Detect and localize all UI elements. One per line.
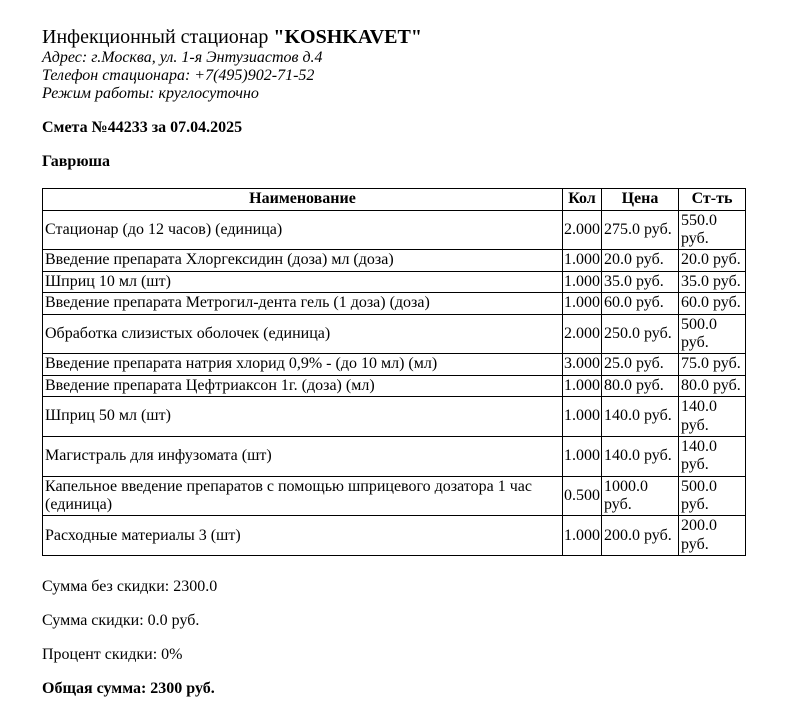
cost-cell: 550.0 руб. bbox=[679, 210, 746, 250]
clinic-hours: Режим работы: круглосуточно bbox=[42, 85, 259, 103]
qty-cell: 1.000 bbox=[563, 516, 602, 556]
cost-cell: 75.0 руб. bbox=[679, 354, 746, 375]
price-cell: 25.0 руб. bbox=[602, 354, 679, 375]
patient-name: Гаврюша bbox=[42, 153, 111, 171]
item-name-cell: Шприц 50 мл (шт) bbox=[43, 397, 563, 437]
table-row bbox=[43, 210, 746, 250]
clinic-contact-block bbox=[42, 49, 745, 103]
table-row bbox=[43, 516, 746, 556]
item-name-cell: Магистраль для инфузомата (шт) bbox=[43, 436, 563, 476]
cost-cell: 35.0 руб. bbox=[679, 271, 746, 292]
item-name-cell: Введение препарата натрия хлорид 0,9% - (до 10 мл) (мл) bbox=[43, 354, 563, 375]
table-row bbox=[43, 397, 746, 437]
item-name-cell: Капельное введение препаратов с помощью шприцевого дозатора 1 час (единица) bbox=[43, 476, 563, 516]
table-row bbox=[43, 354, 746, 375]
table-row bbox=[43, 375, 746, 396]
cost-cell: 500.0 руб. bbox=[679, 314, 746, 354]
qty-cell: 3.000 bbox=[563, 354, 602, 375]
cost-cell: 20.0 руб. bbox=[679, 250, 746, 271]
price-cell: 20.0 руб. bbox=[602, 250, 679, 271]
clinic-title bbox=[42, 26, 745, 49]
column-header-price: Цена bbox=[602, 189, 679, 210]
qty-cell: 1.000 bbox=[563, 271, 602, 292]
price-cell: 250.0 руб. bbox=[602, 314, 679, 354]
item-name-cell: Введение препарата Метрогил-дента гель (1 доза) (доза) bbox=[43, 293, 563, 314]
cost-cell: 140.0 руб. bbox=[679, 397, 746, 437]
column-header-qty: Кол bbox=[563, 189, 602, 210]
item-name-cell: Обработка слизистых оболочек (единица) bbox=[43, 314, 563, 354]
table-row bbox=[43, 293, 746, 314]
table-row bbox=[43, 271, 746, 292]
item-name-cell: Расходные материалы 3 (шт) bbox=[43, 516, 563, 556]
qty-cell: 2.000 bbox=[563, 210, 602, 250]
price-cell: 140.0 руб. bbox=[602, 397, 679, 437]
column-header-cost: Ст-ть bbox=[679, 189, 746, 210]
item-name-cell: Введение препарата Цефтриаксон 1г. (доза) (мл) bbox=[43, 375, 563, 396]
price-cell: 200.0 руб. bbox=[602, 516, 679, 556]
qty-cell: 1.000 bbox=[563, 293, 602, 314]
discount-percent-line: Процент скидки: 0% bbox=[42, 646, 183, 664]
qty-cell: 2.000 bbox=[563, 314, 602, 354]
items-table bbox=[42, 188, 746, 556]
price-cell: 60.0 руб. bbox=[602, 293, 679, 314]
qty-cell: 0.500 bbox=[563, 476, 602, 516]
qty-cell: 1.000 bbox=[563, 250, 602, 271]
item-name-cell: Шприц 10 мл (шт) bbox=[43, 271, 563, 292]
subtotal-line: Сумма без скидки: 2300.0 bbox=[42, 578, 218, 596]
discount-sum-line: Сумма скидки: 0.0 руб. bbox=[42, 612, 200, 630]
table-row bbox=[43, 436, 746, 476]
table-row bbox=[43, 250, 746, 271]
price-cell: 80.0 руб. bbox=[602, 375, 679, 396]
item-name-cell: Стационар (до 12 часов) (единица) bbox=[43, 210, 563, 250]
clinic-address: Адрес: г.Москва, ул. 1-я Энтузиастов д.4 bbox=[42, 49, 323, 66]
grand-total-line: Общая сумма: 2300 руб. bbox=[42, 680, 215, 698]
cost-cell: 500.0 руб. bbox=[679, 476, 746, 516]
clinic-title-prefix: Инфекционный стационар bbox=[42, 26, 274, 48]
table-header-row bbox=[43, 189, 746, 210]
cost-cell: 140.0 руб. bbox=[679, 436, 746, 476]
table-row bbox=[43, 314, 746, 354]
clinic-phone: Телефон стационара: +7(495)902-71-52 bbox=[42, 67, 315, 85]
clinic-brand-name: "KOSHKAVET" bbox=[273, 26, 422, 48]
item-name-cell: Введение препарата Хлоргексидин (доза) мл (доза) bbox=[43, 250, 563, 271]
cost-cell: 200.0 руб. bbox=[679, 516, 746, 556]
price-cell: 140.0 руб. bbox=[602, 436, 679, 476]
cost-cell: 60.0 руб. bbox=[679, 293, 746, 314]
table-row bbox=[43, 476, 746, 516]
price-cell: 1000.0 руб. bbox=[602, 476, 679, 516]
qty-cell: 1.000 bbox=[563, 375, 602, 396]
qty-cell: 1.000 bbox=[563, 436, 602, 476]
qty-cell: 1.000 bbox=[563, 397, 602, 437]
estimate-title: Смета №44233 за 07.04.2025 bbox=[42, 119, 243, 137]
price-cell: 35.0 руб. bbox=[602, 271, 679, 292]
column-header-name: Наименование bbox=[43, 189, 563, 210]
cost-cell: 80.0 руб. bbox=[679, 375, 746, 396]
price-cell: 275.0 руб. bbox=[602, 210, 679, 250]
